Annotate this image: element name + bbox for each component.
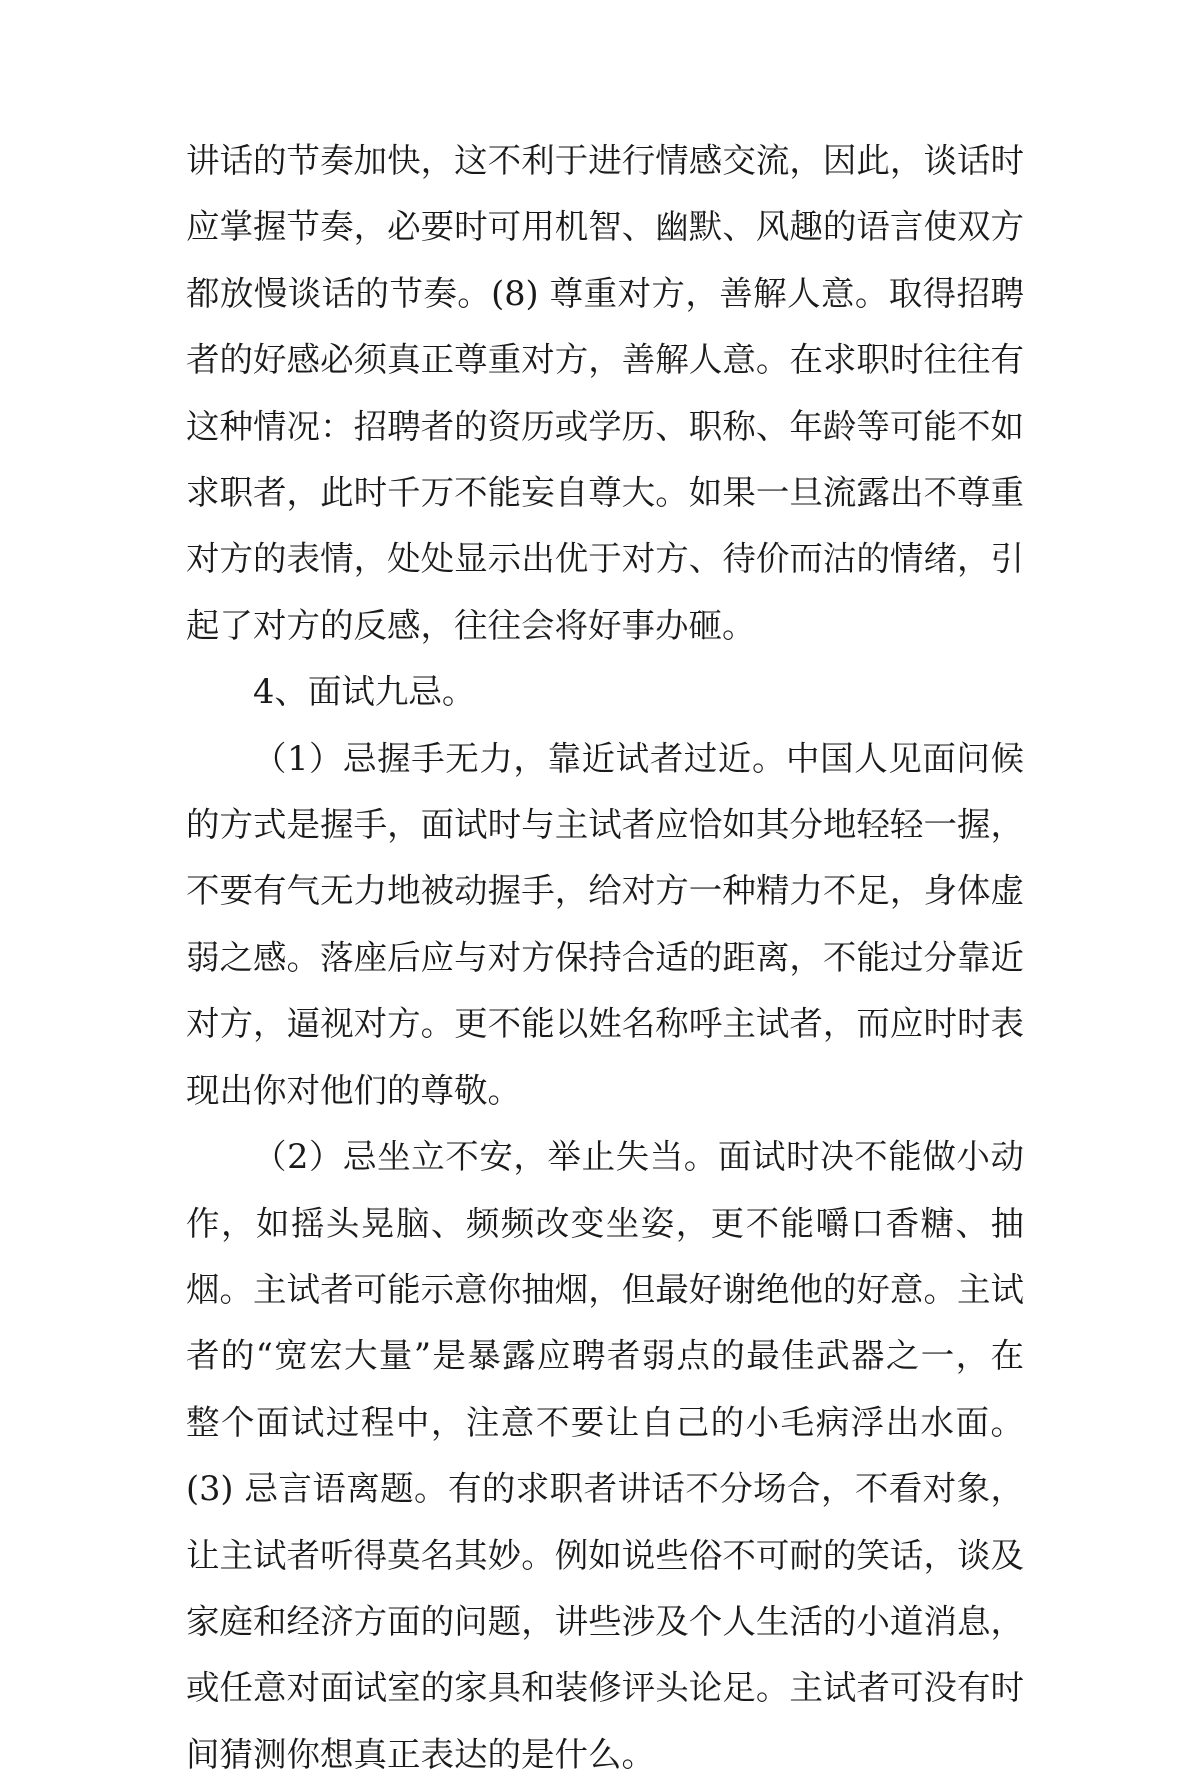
paragraph-taboo-2-3: （2）忌坐立不安，举止失当。面试时决不能做小动作，如摇头晃脑、频频改变坐姿，更不能嚼口香糖、抽烟。主试者可能示意你抽烟，但最好谢绝他的好意。主试者的“宽宏大量”是暴露应聘者弱点的最佳武器之一，在整个面试过程中，注意不要让自己的小毛病浮出水面。(3) 忌言语离题。有的求职者讲话不分场合，不看对象，让主试者听得莫名其妙。例如说些俗不可耐的笑话，谈及家庭和经济方面的问题，讲些涉及个人生活的小道消息，或任意对面试室的家具和装修评头论足。主试者可没有时间猜测你想真正表达的是什么。 [186,1137,1024,1774]
paragraph-taboo-1: （1）忌握手无力，靠近试者过近。中国人见面问候的方式是握手，面试时与主试者应恰如其分地轻轻一握，不要有气无力地被动握手，给对方一种精力不足，身体虚弱之感。落座后应与对方保持合适的距离，不能过分靠近对方，逼视对方。更不能以姓名称呼主试者，而应时时表现出你对他们的尊敬。 [186,738,1024,1110]
body-text [186,128,1024,1788]
section-heading-interview-nine-taboos: 4、面试九忌。 [253,672,476,712]
paragraph-continuation: 讲话的节奏加快，这不利于进行情感交流，因此，谈话时应掌握节奏，必要时可用机智、幽默、风趣的语言使双方都放慢谈话的节奏。(8) 尊重对方，善解人意。取得招聘者的好感必须真正尊重对方，善解人意。在求职时往往有这种情况：招聘者的资历或学历、职称、年龄等可能不如求职者，此时千万不能妄自尊大。如果一旦流露出不尊重对方的表情，处处显示出优于对方、待价而沽的情绪，引起了对方的反感，往往会将好事办砸。 [186,141,1024,645]
